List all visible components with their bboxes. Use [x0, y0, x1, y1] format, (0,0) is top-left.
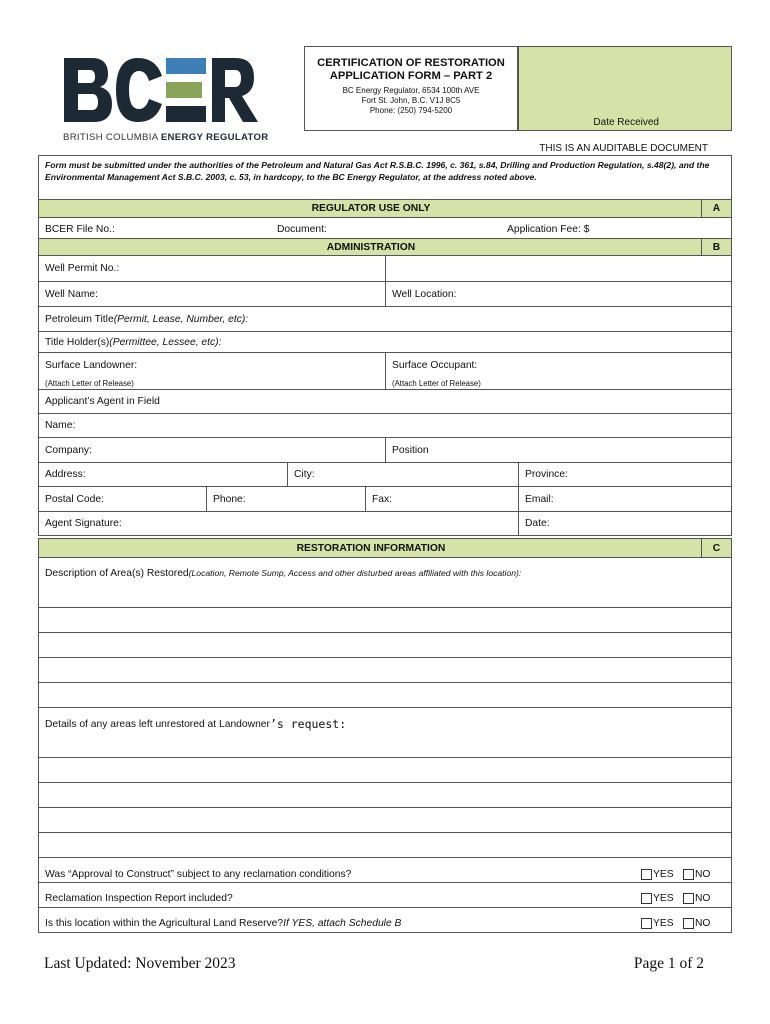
phone-field[interactable]: Phone:: [213, 493, 246, 505]
city-field[interactable]: City:: [294, 469, 315, 480]
description-line[interactable]: [38, 683, 732, 708]
section-c-letter: C: [701, 539, 731, 557]
logo-subtitle: BRITISH COLUMBIA ENERGY REGULATOR: [63, 132, 269, 143]
agent-signature-field[interactable]: Agent Signature:: [45, 518, 122, 529]
position-field[interactable]: Position: [392, 444, 429, 456]
question-row-3: [38, 908, 732, 933]
section-b-header: [38, 238, 732, 256]
well-permit-row: [38, 256, 732, 282]
petroleum-title-row[interactable]: [38, 307, 732, 332]
attach-release-note-1: (Attach Letter of Release): [45, 378, 134, 388]
section-b-title: ADMINISTRATION: [326, 241, 416, 253]
postal-row: [38, 487, 732, 512]
section-c-header: [38, 538, 732, 558]
unrestored-line[interactable]: [38, 833, 732, 858]
well-name-row: [38, 282, 732, 307]
unrestored-line[interactable]: [38, 783, 732, 808]
section-c-title: RESTORATION INFORMATION: [296, 542, 446, 554]
regulator-address2: Fort St. John, B.C. V1J 8C5: [361, 96, 461, 105]
agent-heading: Applicant’s Agent in Field: [45, 396, 160, 407]
description-label: Description of Area(s) Restored (Location, Remote Sump, Access and other disturbed areas affiliated with this location):: [45, 567, 522, 579]
question-1: Was “Approval to Construct” subject to any reclamation conditions?: [45, 868, 352, 880]
date-received-label: Date Received: [593, 117, 659, 128]
surface-occupant-field[interactable]: Surface Occupant:: [392, 359, 478, 371]
intro-statement: Form must be submitted under the authorities of the Petroleum and Natural Gas Act R.S.B.C. 1996, c. 361, s.84, Drilling and Production Regulation, s.48(2), and the Environmental Management Act S.B.C. 2003, c. 53, in hardcopy, to the BC Energy Regulator, at the address noted above.: [38, 155, 732, 200]
question-row-2: [38, 883, 732, 908]
section-a-title: REGULATOR USE ONLY: [311, 203, 431, 214]
section-b-letter: B: [701, 239, 731, 255]
checkbox-icon: [683, 893, 694, 904]
checkbox-icon: [641, 918, 652, 929]
unrestored-row[interactable]: [38, 708, 732, 758]
postal-code-field[interactable]: Postal Code:: [45, 493, 104, 505]
auditable-notice: THIS IS AN AUDITABLE DOCUMENT: [539, 143, 708, 154]
fax-field[interactable]: Fax:: [372, 493, 393, 505]
last-updated: Last Updated: November 2023: [44, 955, 236, 972]
well-location-field[interactable]: Well Location:: [392, 288, 457, 300]
page-number: Page 1 of 2: [633, 955, 704, 972]
document-field[interactable]: Document:: [277, 223, 327, 235]
well-name-field[interactable]: Well Name:: [45, 288, 99, 300]
description-row[interactable]: [38, 558, 732, 608]
company-row: [38, 438, 732, 463]
question-2: Reclamation Inspection Report included?: [45, 892, 233, 904]
attach-release-note-2: (Attach Letter of Release): [392, 378, 481, 388]
bcer-logo-mark: [62, 52, 262, 130]
unrestored-line[interactable]: [38, 808, 732, 833]
email-field[interactable]: Email:: [525, 493, 554, 505]
unrestored-line[interactable]: [38, 758, 732, 783]
well-permit-label: Well Permit No.:: [45, 263, 120, 274]
address-row: [38, 463, 732, 487]
checkbox-icon: [641, 893, 652, 904]
q3-no[interactable]: NO: [677, 911, 710, 935]
company-field[interactable]: Company:: [45, 444, 92, 456]
unrestored-label: Details of any areas left unrestored at Landowner ’s request:: [45, 717, 347, 731]
checkbox-icon: [683, 869, 694, 880]
province-field[interactable]: Province:: [525, 469, 568, 480]
date-field[interactable]: Date:: [525, 518, 550, 529]
question-3: Is this location within the Agricultural Land Reserve? If YES, attach Schedule B: [45, 917, 402, 929]
question-row-1: [38, 858, 732, 883]
application-fee-field[interactable]: Application Fee: $: [507, 223, 590, 235]
form-title-line1: CERTIFICATION OF RESTORATION: [317, 57, 505, 69]
q2-yes[interactable]: YES: [635, 886, 674, 910]
form-title-box: [304, 46, 518, 131]
petroleum-title-label: Petroleum Title (Permit, Lease, Number, etc):: [45, 313, 249, 325]
regulator-address1: BC Energy Regulator, 6534 100th AVE: [342, 86, 480, 95]
q3-yes[interactable]: YES: [635, 911, 674, 935]
date-received-box[interactable]: [518, 46, 732, 131]
description-line[interactable]: [38, 658, 732, 683]
bcer-file-no-field[interactable]: BCER File No.:: [45, 223, 115, 235]
surface-row: [38, 352, 732, 390]
agent-heading-row: [38, 390, 732, 414]
section-a-header: [38, 200, 732, 218]
checkbox-icon: [641, 869, 652, 880]
agent-name-label: Name:: [45, 420, 76, 431]
well-permit-input[interactable]: [386, 256, 733, 281]
surface-landowner-field[interactable]: Surface Landowner:: [45, 359, 138, 371]
section-a-row: [38, 218, 732, 240]
regulator-phone: Phone: (250) 794-5200: [369, 106, 453, 115]
form-title-line2: APPLICATION FORM – PART 2: [329, 70, 493, 82]
q1-yes[interactable]: YES: [635, 862, 674, 886]
agent-name-row[interactable]: [38, 414, 732, 438]
signature-row: [38, 512, 732, 536]
bcer-logo: [62, 52, 269, 147]
checkbox-icon: [683, 918, 694, 929]
q2-no[interactable]: NO: [677, 886, 710, 910]
section-a-letter: A: [701, 200, 731, 217]
title-holder-label: Title Holder(s) (Permittee, Lessee, etc):: [45, 336, 222, 348]
title-holder-row[interactable]: [38, 332, 732, 352]
description-line[interactable]: [38, 633, 732, 658]
address-field[interactable]: Address:: [45, 469, 86, 480]
description-line[interactable]: [38, 608, 732, 633]
q1-no[interactable]: NO: [677, 862, 710, 886]
